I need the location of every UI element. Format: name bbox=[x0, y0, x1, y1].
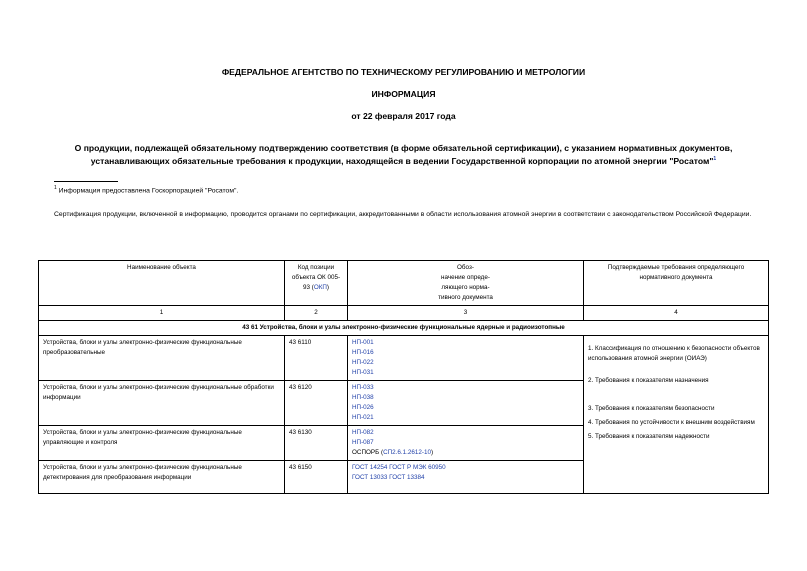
subject-footnote-mark[interactable]: 1 bbox=[713, 156, 717, 162]
footnote-mark: 1 bbox=[54, 185, 57, 191]
requirement-item: 3. Требования к показателям безопасности bbox=[588, 405, 715, 412]
doc-link[interactable]: НП-031 bbox=[352, 369, 374, 376]
section-row bbox=[39, 321, 769, 336]
header-okp-code bbox=[285, 261, 348, 306]
document-date: от 22 февраля 2017 года bbox=[351, 111, 456, 121]
header-object-name: Наименование объекта bbox=[39, 261, 285, 306]
doc-link[interactable]: НП-001 bbox=[352, 339, 374, 346]
okp-code: 43 6110 bbox=[285, 336, 348, 381]
column-number: 1 bbox=[39, 306, 285, 321]
header-requirements bbox=[584, 261, 769, 306]
footnote bbox=[54, 185, 238, 194]
document-type: ИНФОРМАЦИЯ bbox=[371, 89, 436, 99]
okp-code: 43 6150 bbox=[285, 461, 348, 494]
agency-title: ФЕДЕРАЛЬНОЕ АГЕНТСТВО ПО ТЕХНИЧЕСКОМУ РЕГУЛИРОВАНИЮ И МЕТРОЛОГИИ bbox=[221, 67, 586, 77]
header-req-line2: нормативного документа bbox=[639, 274, 713, 281]
section-heading: 43 61 Устройства, блоки и узлы электронно-физические функциональные ядерные и радиоизотопные bbox=[39, 321, 769, 336]
osporb-label: ОСПОРБ ( bbox=[352, 449, 384, 456]
subject-line-1: О продукции, подлежащей обязательному подтверждению соответствия (в форме обязательной сертификации), с указанием нормативных документов, bbox=[74, 143, 733, 153]
okp-link[interactable]: ОКП bbox=[313, 284, 327, 291]
requirements-list bbox=[584, 336, 769, 494]
certification-paragraph: Сертификация продукции, включенной в информацию, проводится органами по сертификации, аккредитованными в области использования атомной энергии в соответствии с законодательством Российской Федерации. bbox=[54, 211, 752, 218]
requirement-item: 1. Классификация по отношению к безопасности объектов использования атомной энергии (ОИАЭ) bbox=[588, 345, 760, 362]
osporb-suffix: ) bbox=[431, 449, 434, 456]
normative-docs bbox=[348, 461, 584, 494]
header-req-line1: Подтверждаемые требования определяющего bbox=[607, 264, 745, 271]
header-doc-line3: ляющего норма- bbox=[441, 284, 490, 291]
okp-code: 43 6130 bbox=[285, 426, 348, 461]
footnote-text: Информация предоставлена Госкорпорацией "Росатом". bbox=[58, 187, 239, 195]
requirement-item: 2. Требования к показателям назначения bbox=[588, 377, 709, 384]
sp-link[interactable]: СП2.6.1.2612-10 bbox=[383, 449, 431, 456]
header-okp-line1: Код позиции bbox=[297, 264, 335, 271]
object-name: Устройства, блоки и узлы электронно-физические функциональные управляющие и контроля bbox=[39, 426, 285, 461]
header-normative-doc bbox=[348, 261, 584, 306]
table-header-row bbox=[39, 261, 769, 306]
header-okp-line2: объекта ОК 005- bbox=[291, 274, 341, 281]
requirement-item: 4. Требования по устойчивости к внешним воздействиям bbox=[588, 419, 755, 426]
column-number: 2 bbox=[285, 306, 348, 321]
product-table bbox=[38, 260, 769, 494]
table-row bbox=[39, 336, 769, 381]
doc-link[interactable]: ГОСТ 13033 ГОСТ 13384 bbox=[352, 474, 425, 481]
header-okp-line3-end: ) bbox=[326, 284, 330, 291]
doc-link[interactable]: ГОСТ 14254 ГОСТ Р МЭК 60950 bbox=[352, 464, 446, 471]
column-number-row bbox=[39, 306, 769, 321]
okp-code: 43 6120 bbox=[285, 381, 348, 426]
normative-docs bbox=[348, 426, 584, 461]
doc-link[interactable]: НП-016 bbox=[352, 349, 374, 356]
doc-link[interactable]: НП-033 bbox=[352, 384, 374, 391]
doc-link[interactable]: НП-082 bbox=[352, 429, 374, 436]
header-doc-line4: тивного документа bbox=[438, 294, 493, 301]
header-doc-line2: начение опреде- bbox=[441, 274, 490, 281]
column-number: 3 bbox=[348, 306, 584, 321]
subject-line-2: устанавливающих обязательные требования к продукции, находящейся в ведении Государственной корпорации по атомной энергии "Росатом" bbox=[90, 155, 714, 166]
doc-link[interactable]: НП-022 bbox=[352, 359, 374, 366]
object-name: Устройства, блоки и узлы электронно-физические функциональные детектирования для преобразования информации bbox=[39, 461, 285, 494]
requirement-item: 5. Требования к показателям надежности bbox=[588, 433, 710, 440]
doc-link[interactable]: НП-026 bbox=[352, 404, 374, 411]
doc-link[interactable]: НП-087 bbox=[352, 439, 374, 446]
header-doc-line1: Обоз- bbox=[457, 264, 474, 271]
doc-link[interactable]: НП-038 bbox=[352, 394, 374, 401]
object-name: Устройства, блоки и узлы электронно-физические функциональные обработки информации bbox=[39, 381, 285, 426]
document-subject bbox=[0, 143, 807, 167]
header-okp-line3: 93 ( bbox=[302, 284, 314, 291]
footnote-divider bbox=[54, 181, 118, 182]
column-number: 4 bbox=[584, 306, 769, 321]
doc-link[interactable]: НП-021 bbox=[352, 414, 374, 421]
object-name: Устройства, блоки и узлы электронно-физические функциональные преобразовательные bbox=[39, 336, 285, 381]
normative-docs bbox=[348, 381, 584, 426]
normative-docs bbox=[348, 336, 584, 381]
